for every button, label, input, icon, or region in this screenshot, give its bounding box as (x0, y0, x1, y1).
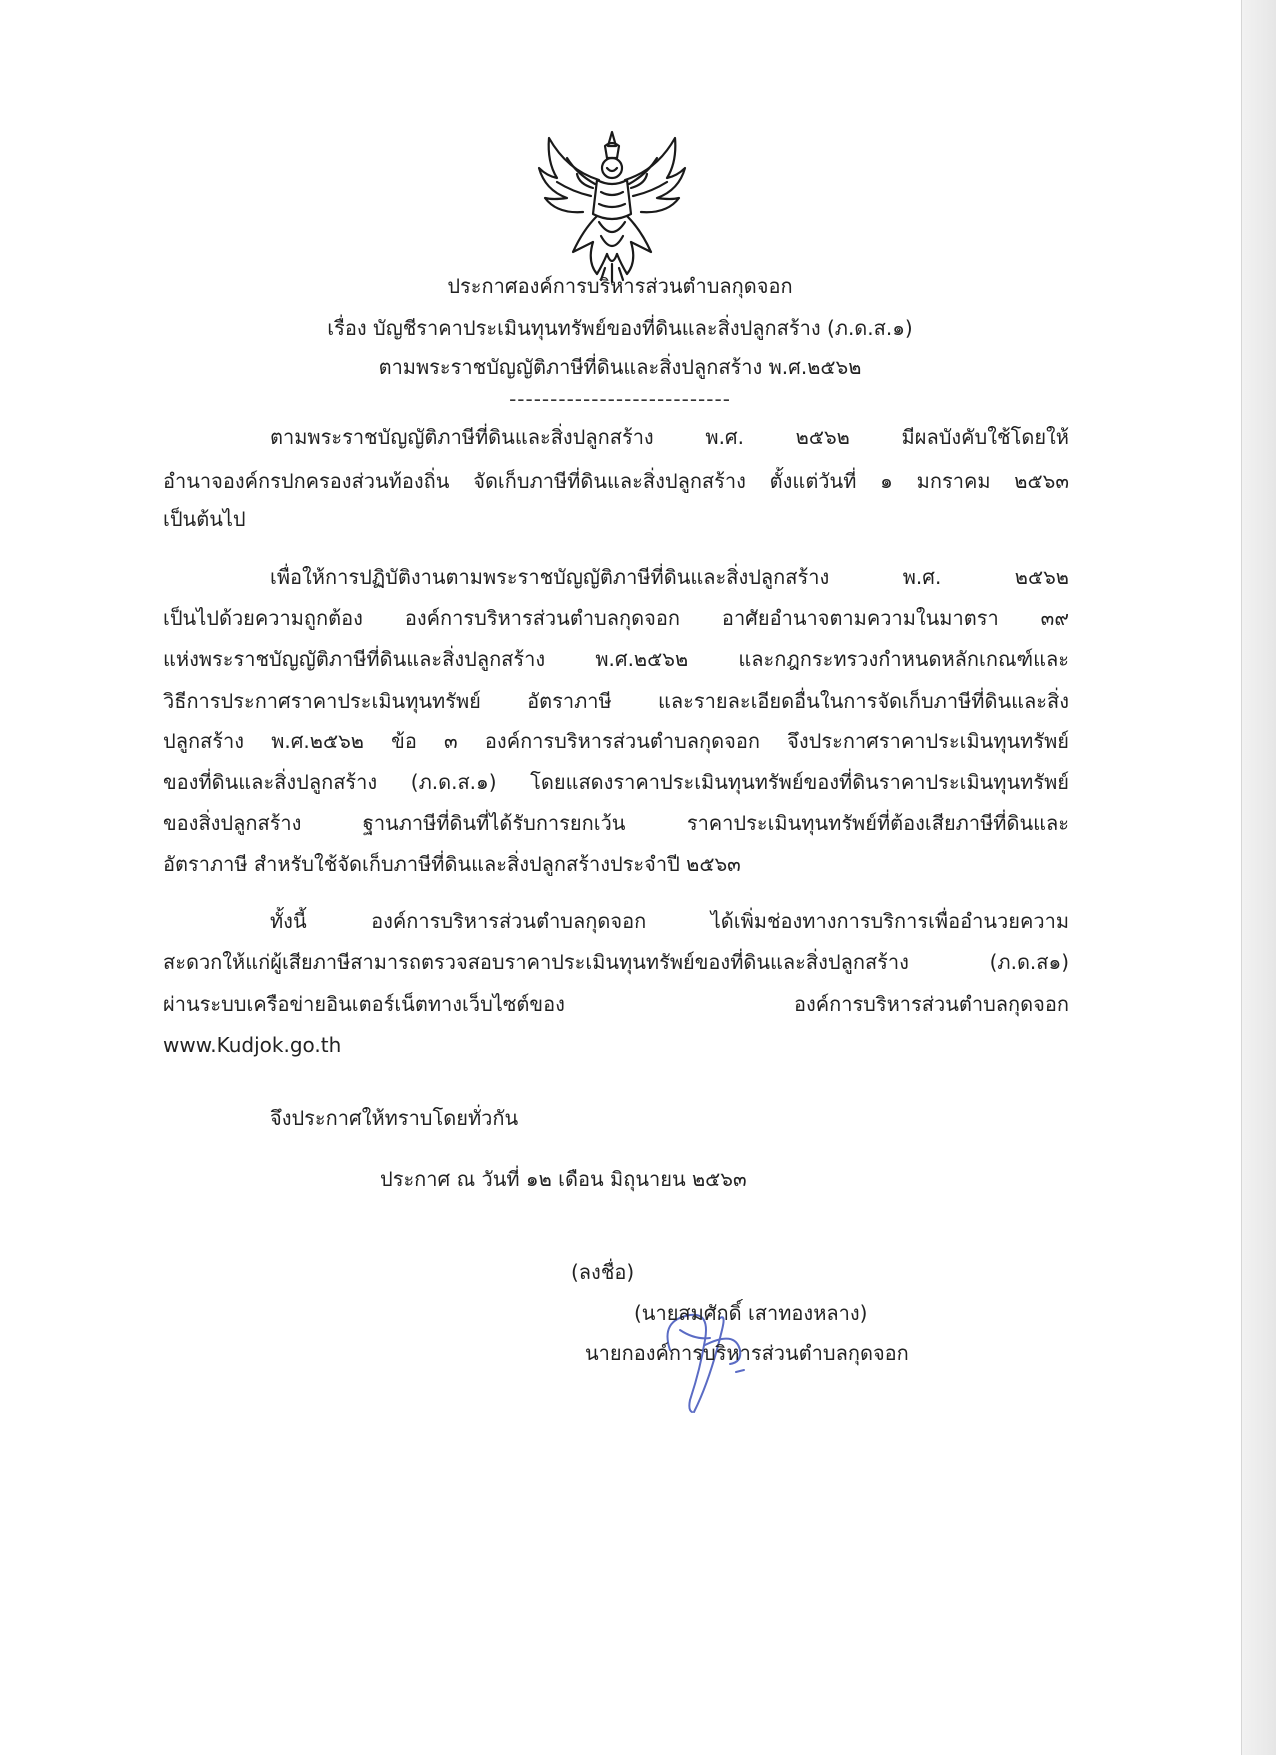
para1-line: เป็นต้นไป (163, 507, 246, 531)
para2-line: วิธีการประกาศราคาประเมินทุนทรัพย์ อัตราภาษี และรายละเอียดอื่นในการจัดเก็บภาษีที่ดินและสิ่ง (163, 689, 1069, 713)
para3-line: ผ่านระบบเครือข่ายอินเตอร์เน็ตทางเว็บไซต์ของ องค์การบริหารส่วนตำบลกุดจอก (163, 992, 1069, 1016)
announcement-law-reference: ตามพระราชบัญญัติภาษีที่ดินและสิ่งปลูกสร้าง พ.ศ.๒๕๖๒ (378, 355, 862, 379)
para2-line: อัตราภาษี สำหรับใช้จัดเก็บภาษีที่ดินและสิ่งปลูกสร้างประจำปี ๒๕๖๓ (163, 852, 741, 876)
announcement-subject: เรื่อง บัญชีราคาประเมินทุนทรัพย์ของที่ดินและสิ่งปลูกสร้าง (ภ.ด.ส.๑) (327, 316, 913, 340)
para1-line: อำนาจองค์กรปกครองส่วนท้องถิ่น จัดเก็บภาษีที่ดินและสิ่งปลูกสร้าง ตั้งแต่วันที่ ๑ มกราคม ๒๕๖๓ (163, 469, 1069, 493)
signatory-name: (นายสมศักดิ์ เสาทองหลาง) (634, 1301, 868, 1325)
garuda-emblem-icon (527, 118, 697, 288)
para2-line: ของสิ่งปลูกสร้าง ฐานภาษีที่ดินที่ได้รับการยกเว้น ราคาประเมินทุนทรัพย์ที่ต้องเสียภาษีที่ดินและ (163, 811, 1069, 835)
signed-label: (ลงชื่อ) (571, 1260, 635, 1284)
announcement-title: ประกาศองค์การบริหารส่วนตำบลกุดจอก (447, 274, 793, 298)
para3-line: สะดวกให้แก่ผู้เสียภาษีสามารถตรวจสอบราคาประเมินทุนทรัพย์ของที่ดินและสิ่งปลูกสร้าง (ภ.ด.ส๑) (163, 950, 1069, 974)
para2-line: เพื่อให้การปฏิบัติงานตามพระราชบัญญัติภาษีที่ดินและสิ่งปลูกสร้าง พ.ศ. ๒๕๖๒ (270, 565, 1069, 589)
divider: --------------------------- (509, 387, 731, 411)
para2-line: แห่งพระราชบัญญัติภาษีที่ดินและสิ่งปลูกสร้าง พ.ศ.๒๕๖๒ และกฎกระทรวงกำหนดหลักเกณฑ์และ (163, 647, 1069, 671)
para2-line: ปลูกสร้าง พ.ศ.๒๕๖๒ ข้อ ๓ องค์การบริหารส่วนตำบลกุดจอก จึงประกาศราคาประเมินทุนทรัพย์ (163, 729, 1069, 753)
para2-line: เป็นไปด้วยความถูกต้อง องค์การบริหารส่วนตำบลกุดจอก อาศัยอำนาจตามความในมาตรา ๓๙ (163, 606, 1069, 630)
para1-line: ตามพระราชบัญญัติภาษีที่ดินและสิ่งปลูกสร้าง พ.ศ. ๒๕๖๒ มีผลบังคับใช้โดยให้ (270, 425, 1069, 449)
para3-line: ทั้งนี้ องค์การบริหารส่วนตำบลกุดจอก ได้เพิ่มช่องทางการบริการเพื่ออำนวยความ (270, 909, 1069, 933)
signatory-position: นายกองค์การบริหารส่วนตำบลกุดจอก (585, 1341, 909, 1365)
website-url: www.Kudjok.go.th (163, 1033, 342, 1057)
closing-statement: จึงประกาศให้ทราบโดยทั่วกัน (270, 1106, 519, 1130)
announcement-date: ประกาศ ณ วันที่ ๑๒ เดือน มิถุนายน ๒๕๖๓ (380, 1167, 747, 1191)
para2-line: ของที่ดินและสิ่งปลูกสร้าง (ภ.ด.ส.๑) โดยแสดงราคาประเมินทุนทรัพย์ของที่ดินราคาประเมินทุนทรัพย์ (163, 770, 1069, 794)
scan-edge (1241, 0, 1276, 1755)
